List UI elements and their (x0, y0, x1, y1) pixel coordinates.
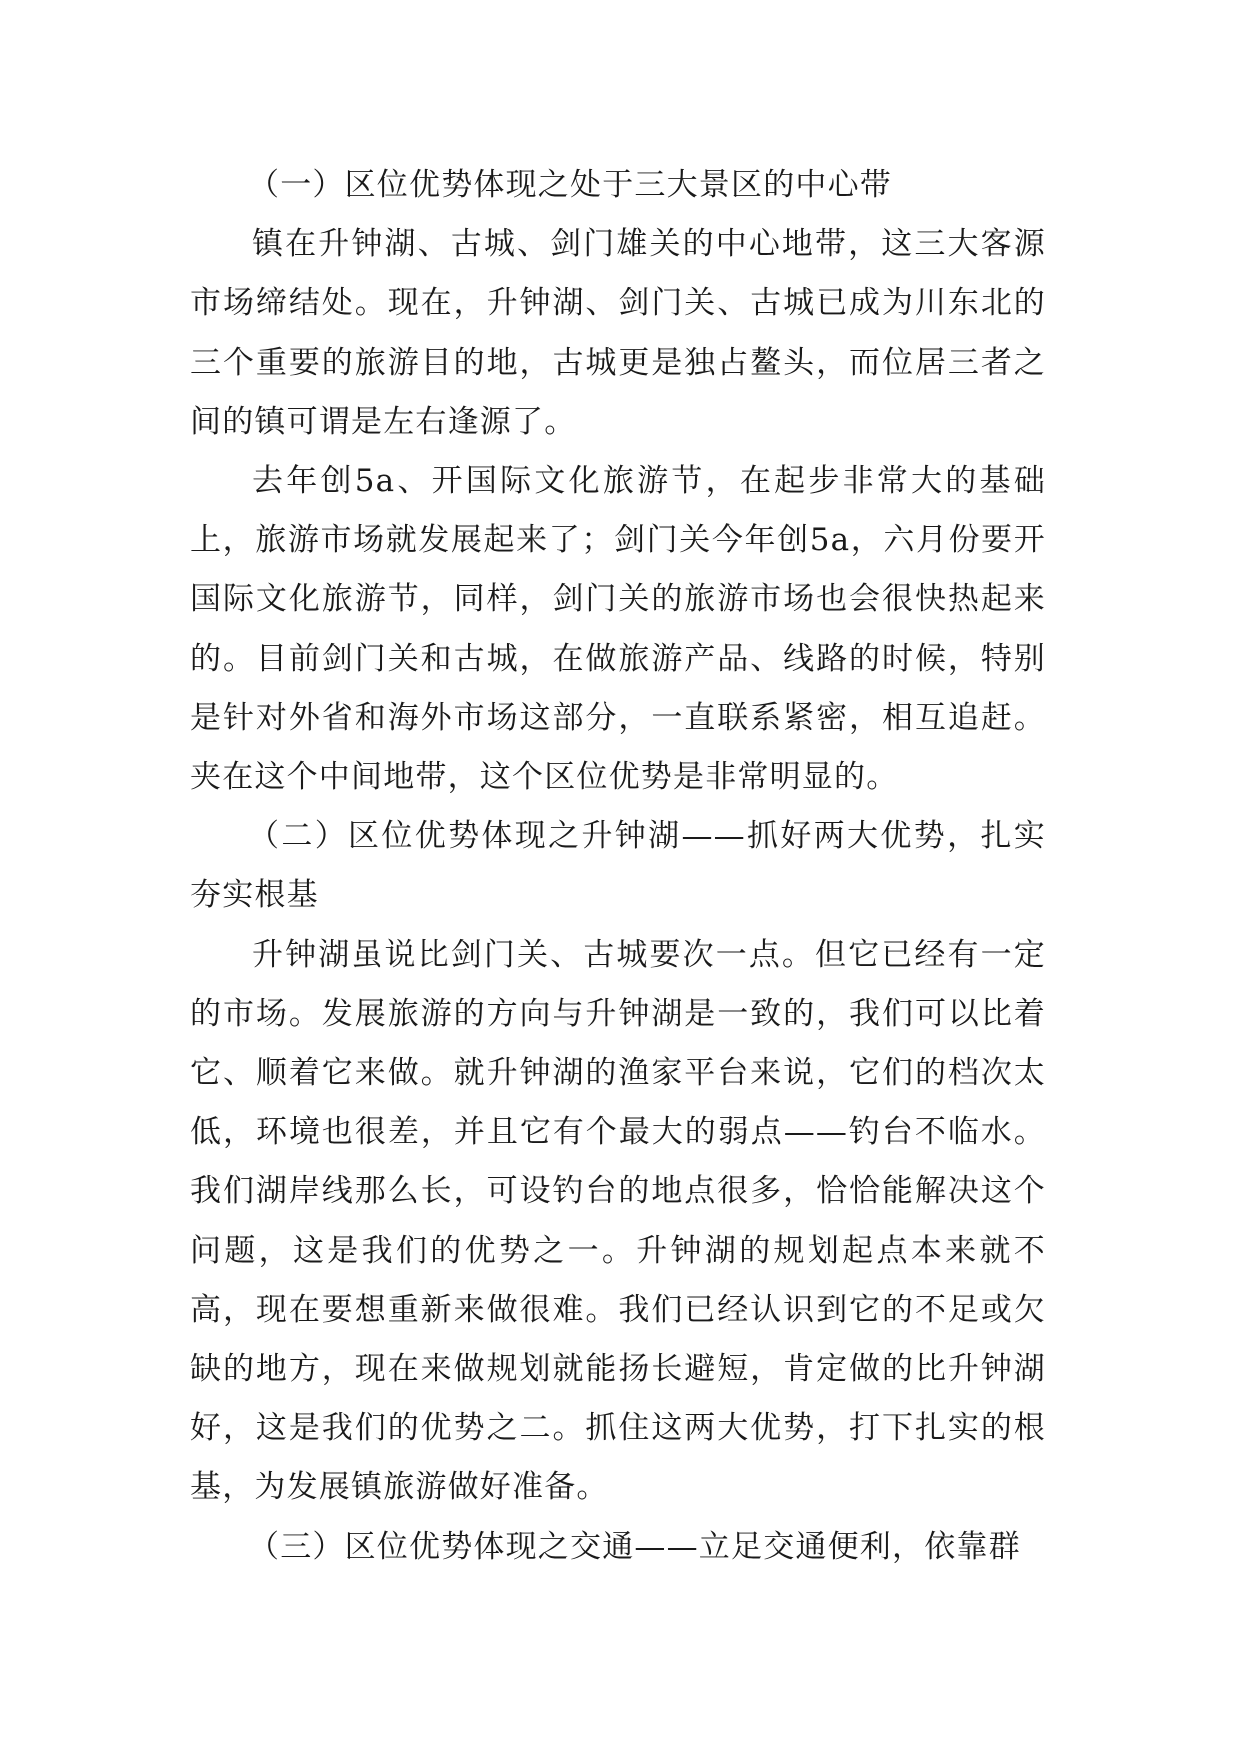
section-heading-3: （三）区位优势体现之交通——立足交通便利，依靠群 (248, 1528, 1021, 1565)
document-body (190, 156, 1046, 1577)
body-paragraph-2: 去年创5a、开国际文化旅游节，在起步非常大的基础上，旅游市场就发展起来了；剑门关今年创5a，六月份要开国际文化旅游节，同样，剑门关的旅游市场也会很快热起来的。目前剑门关和古城，在做旅游产品、线路的时候，特别是针对外省和海外市场这部分，一直联系紧密，相互追赶。夹在这个中间地带，这个区位优势是非常明显的。 (190, 463, 1046, 796)
section-heading-2: （二）区位优势体现之升钟湖——抓好两大优势，扎实夯实根基 (190, 818, 1046, 914)
section-heading-1: （一）区位优势体现之处于三大景区的中心带 (248, 167, 892, 203)
body-paragraph-3: 升钟湖虽说比剑门关、古城要次一点。但它已经有一定的市场。发展旅游的方向与升钟湖是一致的，我们可以比着它、顺着它来做。就升钟湖的渔家平台来说，它们的档次太低，环境也很差，并且它有个最大的弱点——钓台不临水。我们湖岸线那么长，可设钓台的地点很多，恰恰能解决这个问题，这是我们的优势之一。升钟湖的规划起点本来就不高，现在要想重新来做很难。我们已经认识到它的不足或欠缺的地方，现在来做规划就能扬长避短，肯定做的比升钟湖好，这是我们的优势之二。抓住这两大优势，打下扎实的根基，为发展镇旅游做好准备。 (190, 936, 1046, 1506)
body-paragraph-1: 镇在升钟湖、古城、剑门雄关的中心地带，这三大客源市场缔结处。现在，升钟湖、剑门关、古城已成为川东北的三个重要的旅游目的地，古城更是独占鳌头，而位居三者之间的镇可谓是左右逢源了。 (190, 226, 1046, 440)
